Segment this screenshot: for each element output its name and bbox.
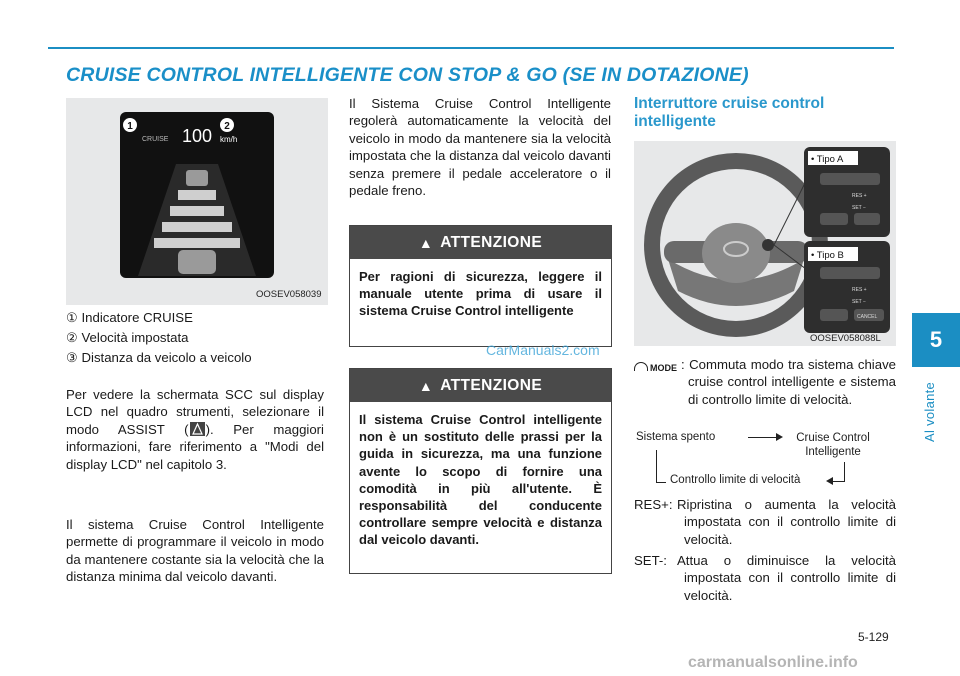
watermark-carmanuals2: CarManuals2.com <box>486 342 600 358</box>
warning-1-text: Per ragioni di sicurezza, leggere il manuale utente prima di usare il sistema Cruise Control intelligente <box>359 269 602 319</box>
mode-definition <box>634 356 896 408</box>
warning-2-title: ATTENZIONE <box>440 376 543 394</box>
flow-line-right <box>844 462 845 482</box>
flow-scc: Cruise Control Intelligente <box>796 432 870 458</box>
warning-triangle-icon: ▲ <box>418 377 434 394</box>
speed-unit: km/h <box>220 135 238 144</box>
lead-vehicle-icon <box>186 170 208 186</box>
distance-bar-1 <box>178 190 216 200</box>
header-rule <box>48 47 894 49</box>
legend-item: ③ Distanza da veicolo a veicolo <box>66 350 252 365</box>
chapter-title: Al volante <box>922 381 937 442</box>
warning-box-2 <box>349 368 612 574</box>
flow-arrow-right <box>748 437 778 438</box>
col2-intro: Il Sistema Cruise Control Intelligente regolerà automaticamente la velocità del veicolo in modo da mantenere sia la velocità impostata che la distanza dal veicolo davanti senza premere il pedale acceleratore o il pedale freno. <box>349 96 611 199</box>
type-b-set-label: SET − <box>852 299 866 305</box>
type-b-label: • Tipo B <box>811 250 844 261</box>
display-legend <box>66 308 328 368</box>
flow-system-off: Sistema spento <box>636 431 716 443</box>
cruise-indicator: CRUISE <box>142 136 169 143</box>
type-b-cancel-label: CANCEL <box>857 314 878 320</box>
mode-term: MODE <box>634 360 677 377</box>
warning-2-header <box>350 369 611 402</box>
warning-1-title: ATTENZIONE <box>440 233 543 251</box>
steering-switch-figure <box>634 141 896 346</box>
warning-triangle-icon: ▲ <box>418 234 434 251</box>
col1-paragraph-1 <box>66 386 324 473</box>
set-definition <box>634 552 896 604</box>
distance-bar-4 <box>154 238 240 248</box>
type-b-res-label: RES + <box>852 287 867 293</box>
page-number: 5-129 <box>858 630 889 644</box>
speedometer-icon <box>634 362 648 371</box>
flow-return-arrow-head <box>826 477 833 485</box>
type-a-res-label: RES + <box>852 193 867 199</box>
wheel-hub <box>702 223 770 283</box>
res-term: RES+: <box>634 497 673 512</box>
steering-wheel-illustration <box>634 141 896 346</box>
distance-bar-3 <box>162 222 232 232</box>
legend-item: ② Velocità impostata <box>66 330 189 345</box>
para1-text-a: Per vedere la schermata SCC sul display LCD nel quadro strumenti, selezionare il modo ASSIST ( <box>66 387 324 437</box>
figure2-caption: OOSEV058088L <box>810 333 881 344</box>
type-a-distance-button <box>820 213 848 225</box>
scc-display-figure <box>66 98 328 305</box>
switch-subheading: Interruttore cruise control intelligente <box>634 95 825 130</box>
warning-1-header <box>350 226 611 259</box>
switch-location-marker <box>762 239 774 251</box>
flow-line-left <box>656 450 657 482</box>
own-vehicle-icon <box>178 250 216 274</box>
mode-description: : Commuta modo tra sistema chiave cruise control intelligente e sistema di controllo limite di velocità. <box>681 357 896 407</box>
type-a-label: • Tipo A <box>811 154 844 165</box>
para1-text-b: ). Per maggiori informazioni, fare riferimento a "Modi del display LCD" nel capitolo 3. <box>66 421 324 472</box>
type-a-cancel-button <box>854 213 880 225</box>
flow-line-bottom <box>656 482 666 483</box>
col1-paragraph-2: Il sistema Cruise Control Intelligente permette di programmare il veicolo in modo da mantenere costante sia la velocità che la distanza minima dal veicolo davanti. <box>66 517 324 585</box>
res-definition <box>634 496 896 548</box>
set-description: Attua o diminuisce la velocità impostata con il controllo limite di velocità. <box>677 553 896 603</box>
cluster-display-illustration <box>66 98 328 305</box>
marker-2: 2 <box>224 121 230 132</box>
warning-2-text: Il sistema Cruise Control intelligente non è un sostituto delle prassi per la guida in sicurezza, ma una funzione avente lo scopo di fornire una comodità in più all'utente. È responsabilità del conducente controllare sempre velocità e distanza dal veicolo davanti. <box>359 412 602 548</box>
warning-box-1 <box>349 225 612 347</box>
type-b-mode-button <box>820 267 880 279</box>
section-title: CRUISE CONTROL INTELLIGENTE CON STOP & GO (SE IN DOTAZIONE) <box>66 64 749 86</box>
set-speed: 100 <box>182 126 213 146</box>
distance-bar-2 <box>170 206 224 216</box>
marker-1: 1 <box>127 121 133 132</box>
type-a-mode-button <box>820 173 880 185</box>
type-b-distance-button <box>820 309 848 321</box>
res-description: Ripristina o aumenta la velocità impostata con il controllo limite di velocità. <box>677 497 896 547</box>
watermark-carmanualsonline: carmanualsonline.info <box>688 654 858 671</box>
set-term: SET-: <box>634 553 667 568</box>
flow-speed-limit: Controllo limite di velocità <box>670 474 801 486</box>
assist-mode-icon <box>190 422 205 436</box>
chapter-tab[interactable]: 5 <box>912 313 960 367</box>
type-a-set-label: SET − <box>852 205 866 211</box>
legend-item: ① Indicatore CRUISE <box>66 310 193 325</box>
figure1-caption: OOSEV058039 <box>256 289 322 300</box>
